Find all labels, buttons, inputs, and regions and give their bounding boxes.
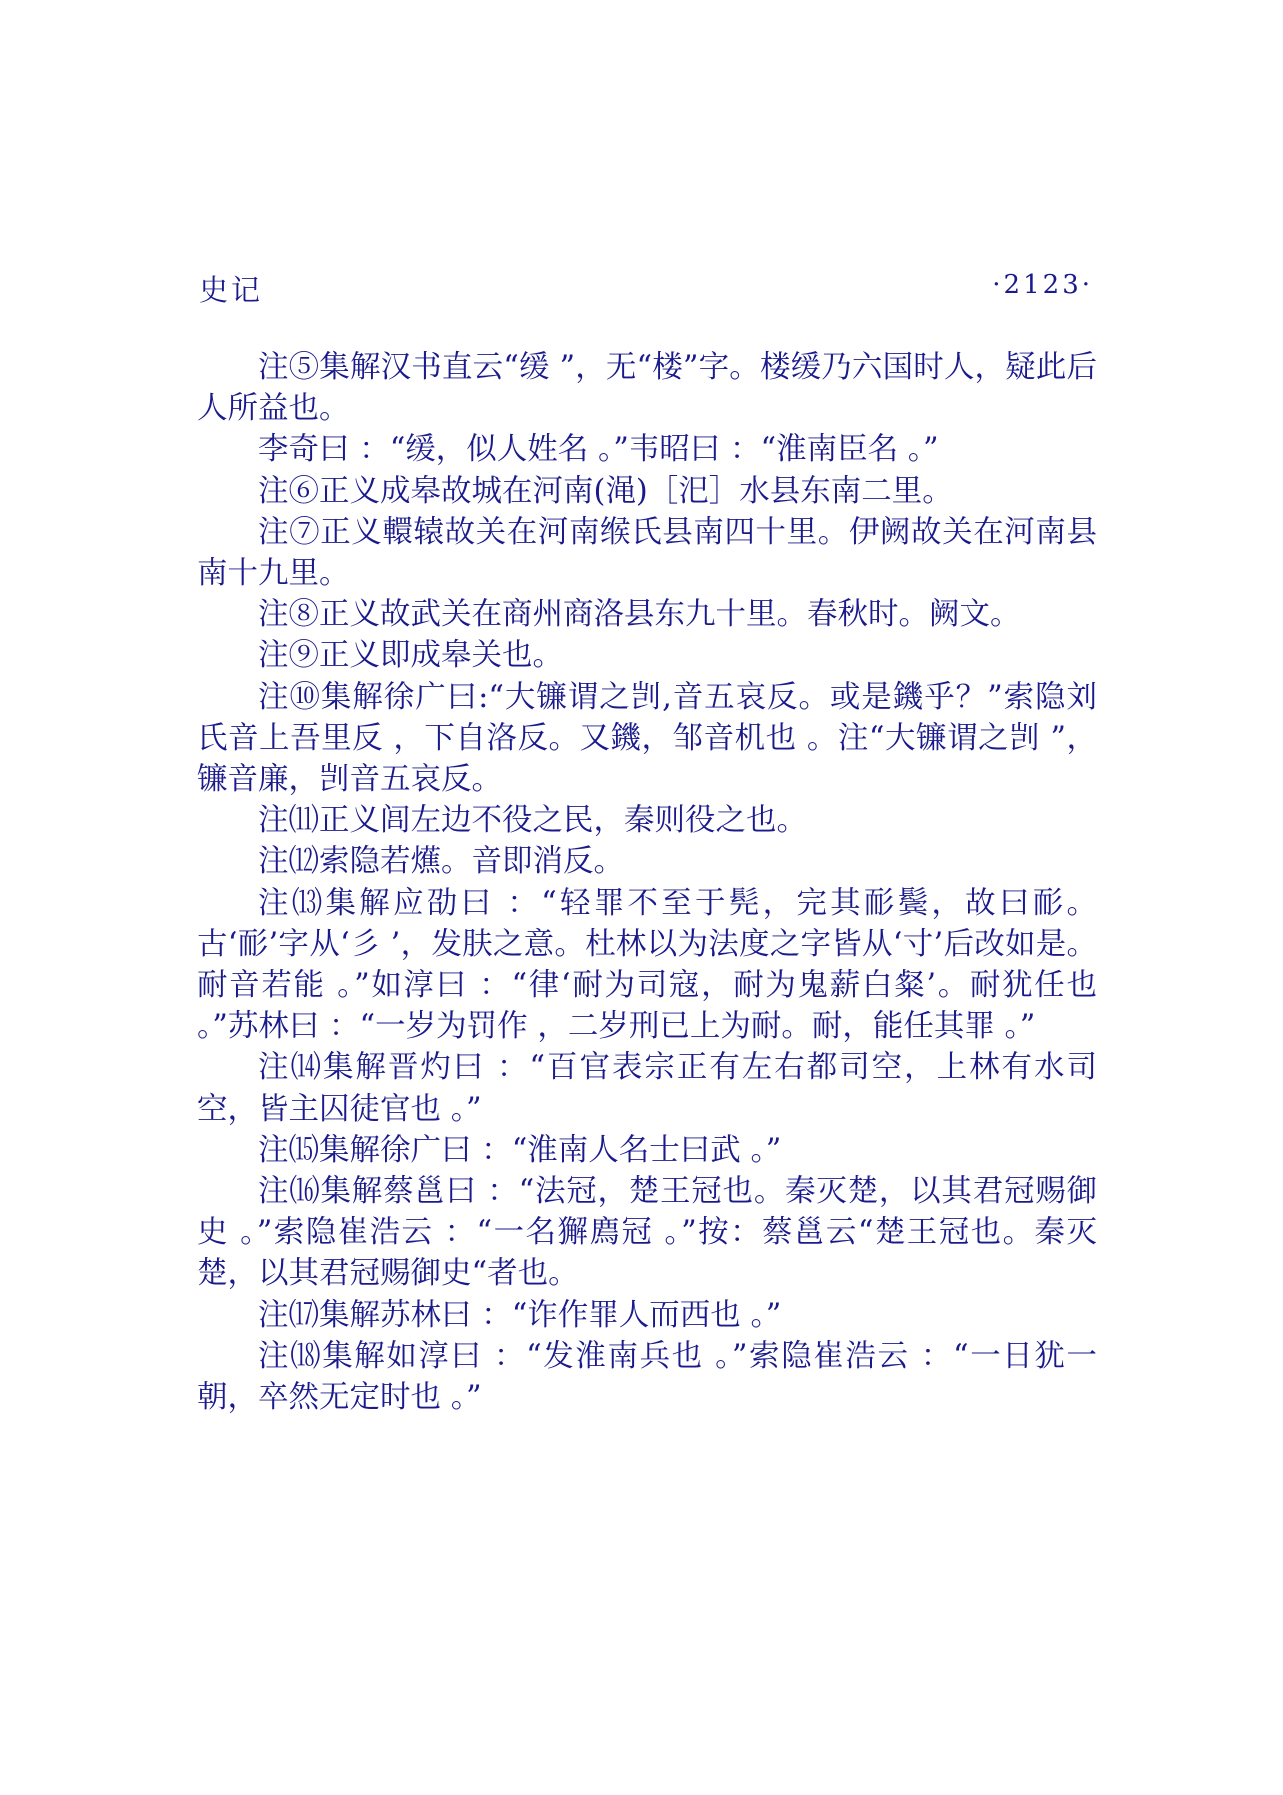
note-paragraph: 注⑩集解徐广曰:“大镰谓之剀,音五哀反。或是鐖乎？”索隐刘氏音上吾里反 ，下自洛反。又鐖，邹音机也 。注“大镰谓之剀 ”，镰音廉，剀音五哀反。 xyxy=(197,679,1097,798)
note-paragraph: 注⑨正义即成皋关也。 xyxy=(258,638,563,674)
note-paragraph: 注⒃集解蔡邕曰 ：“法冠，楚王冠也。秦灭楚，以其君冠赐御史 。”索隐崔浩云 ：“一名獬廌冠 。”按：蔡邕云“楚王冠也。秦灭楚，以其君冠赐御史“者也。 xyxy=(197,1174,1097,1292)
annotation-notes xyxy=(197,347,1097,1418)
note-paragraph: 注⑿索隐若爑。音即消反。 xyxy=(258,844,624,880)
note-paragraph: 李奇曰 ：“缓，似人姓名 。”韦昭曰 ：“淮南臣名 。” xyxy=(258,432,939,468)
note-paragraph: 注⑧正义故武关在商州商洛县东九十里。春秋时。阙文。 xyxy=(258,597,1021,633)
note-paragraph: 注⒅集解如淳曰 ：“发淮南兵也 。”索隐崔浩云 ：“一日犹一朝，卒然无定时也 。” xyxy=(197,1338,1097,1416)
note-paragraph: 注⑾正义闾左边不役之民，秦则役之也。 xyxy=(258,803,807,839)
note-paragraph: 注⑤集解汉书直云“缓 ”，无“楼”字。楼缓乃六国时人，疑此后人所益也。 xyxy=(197,350,1097,427)
note-paragraph: 注⒄集解苏林曰 ：“诈作罪人而西也 。” xyxy=(258,1297,782,1333)
note-paragraph: 注⒀集解应劭曰 ：“轻罪不至于髡，完其耏鬓，故曰耏。古‘耏’字从‘彡 ’，发肤之意。杜林以为法度之字皆从‘寸’后改如是。耐音若能 。”如淳曰 ：“律‘耐为司寇，耐为鬼薪白粲’。耐犹任也 。”苏林曰 ：“一岁为罚作 ，二岁刑已上为耐。耐，能任其罪 。” xyxy=(197,885,1097,1045)
page-number: ·2123· xyxy=(992,270,1093,300)
note-paragraph: 注⒁集解晋灼曰 ：“百官表宗正有左右都司空，上林有水司空，皆主囚徒官也 。” xyxy=(197,1050,1097,1127)
note-paragraph: 注⒂集解徐广曰 ：“淮南人名士曰武 。” xyxy=(258,1132,782,1168)
running-head-title: 史记 xyxy=(199,273,264,307)
note-paragraph: 注⑦正义轘辕故关在河南缑氏县南四十里。伊阙故关在河南县南十九里。 xyxy=(197,514,1097,592)
note-paragraph: 注⑥正义成皋故城在河南(渑)［汜］水县东南二里。 xyxy=(258,473,953,509)
